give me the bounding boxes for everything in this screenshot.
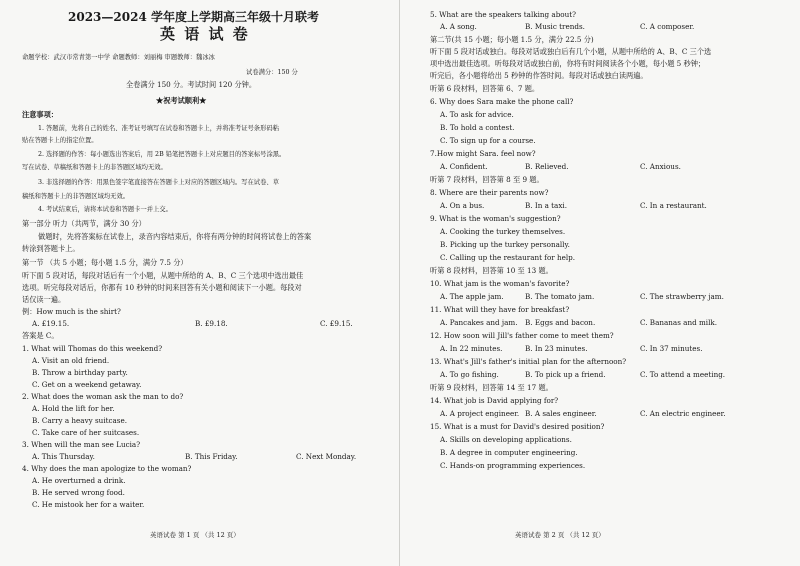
example-question: 例：How much is the shirt? bbox=[22, 307, 121, 316]
author-line: 命题学校：武汉市常青第一中学 命题教师：刘丽梅 审题教师：魏冰冰 bbox=[22, 54, 215, 61]
section1-heading: 第一节 （共 5 小题；每小题 1.5 分，满分 7.5 分） bbox=[22, 258, 188, 267]
question: 11. What will they have for breakfast? bbox=[430, 305, 570, 314]
question: 1. What will Thomas do this weekend? bbox=[22, 344, 163, 353]
part1-heading: 第一部分 听力（共两节，满分 30 分） bbox=[22, 219, 146, 228]
question-option: C. Next Monday. bbox=[296, 452, 357, 461]
notice-line: 贴在答题卡上的指定位置。 bbox=[22, 137, 98, 144]
section1-desc: 选项。听完每段对话后，你都有 10 秒钟的时间来回答有关小题和阅读下一小题。每段对 bbox=[22, 283, 302, 292]
notice-title: 注意事项： bbox=[22, 110, 58, 119]
question-option: A. A project engineer. bbox=[440, 409, 520, 418]
section2-heading: 第二节(共 15 小题；每小题 1.5 分，满分 22.5 分) bbox=[430, 35, 594, 44]
question: 15. What is a must for David's desired position? bbox=[430, 422, 605, 431]
question-option: B. Throw a birthday party. bbox=[32, 368, 128, 377]
question-option: B. Picking up the turkey personally. bbox=[440, 240, 570, 249]
question-option: A. To go fishing. bbox=[440, 370, 499, 379]
question: 10. What jam is the woman's favorite? bbox=[430, 279, 570, 288]
question-option: C. Hands-on programming experiences. bbox=[440, 461, 586, 470]
question-option: B. To pick up a friend. bbox=[525, 370, 606, 379]
section1-desc: 听下面 5 段对话，每段对话后有一个小题，从题中所给的 A、B、C 三个选项中选出最佳 bbox=[22, 271, 304, 280]
score-time-line: 全卷满分 150 分。考试时间 120 分钟。 bbox=[126, 80, 257, 89]
question: 5. What are the speakers talking about? bbox=[430, 10, 577, 19]
exam-page-2 bbox=[400, 0, 800, 566]
question-option: A. In 22 minutes. bbox=[440, 344, 503, 353]
question-option: B. Music trends. bbox=[525, 22, 585, 31]
notice-line: 2. 选择题的作答：每小题选出答案后，用 2B 铅笔把答题卡上对应题目的答案标号涂黑。 bbox=[38, 151, 286, 158]
notice-line: 3. 非选择题的作答：用黑色签字笔直接答在答题卡上对应的答题区域内。写在试卷、草 bbox=[38, 179, 279, 186]
question-option: A. This Thursday. bbox=[32, 452, 95, 461]
part1-desc: 转涂到答题卡上。 bbox=[22, 244, 80, 253]
material-heading: 听第 7 段材料，回答第 8 至 9 题。 bbox=[430, 175, 544, 184]
question-option: C. He mistook her for a waiter. bbox=[32, 500, 145, 509]
question-option: C. An electric engineer. bbox=[640, 409, 726, 418]
question-option: A. Pancakes and jam. bbox=[440, 318, 518, 327]
question-option: B. A sales engineer. bbox=[525, 409, 597, 418]
section2-desc: 项中选出最佳选项。听每段对话或独白前，你将有时间阅读各个小题，每小题 5 秒钟； bbox=[430, 59, 706, 68]
question-option: B. Carry a heavy suitcase. bbox=[32, 416, 128, 425]
question: 9. What is the woman's suggestion? bbox=[430, 214, 561, 223]
material-heading: 听第 8 段材料，回答第 10 至 13 题。 bbox=[430, 266, 553, 275]
example-option: B. £9.18. bbox=[195, 319, 228, 328]
question-option: B. To hold a contest. bbox=[440, 123, 515, 132]
question-option: C. A composer. bbox=[640, 22, 695, 31]
question-option: A. Cooking the turkey themselves. bbox=[440, 227, 566, 236]
question: 14. What job is David applying for? bbox=[430, 396, 559, 405]
question-option: A. Confident. bbox=[440, 162, 488, 171]
material-heading: 听第 9 段材料，回答第 14 至 17 题。 bbox=[430, 383, 553, 392]
notice-line: 写在试卷、草稿纸和答题卡上的非答题区域均无效。 bbox=[22, 164, 167, 171]
question-option: C. To sign up for a course. bbox=[440, 136, 536, 145]
full-score-line: 试卷满分：150 分 bbox=[246, 69, 298, 76]
question-option: C. In a restaurant. bbox=[640, 201, 707, 210]
question-option: A. Hold the lift for her. bbox=[32, 404, 115, 413]
question: 4. Why does the man apologize to the woman? bbox=[22, 464, 192, 473]
question: 7.How might Sara. feel now? bbox=[430, 149, 536, 158]
question-option: C. To attend a meeting. bbox=[640, 370, 726, 379]
question-option: C. Calling up the restaurant for help. bbox=[440, 253, 576, 262]
question-option: A. Visit an old friend. bbox=[32, 356, 110, 365]
question-option: A. A song. bbox=[440, 22, 477, 31]
page-footer: 英语试卷 第 2 页 （共 12 页） bbox=[515, 531, 605, 539]
question: 2. What does the woman ask the man to do? bbox=[22, 392, 184, 401]
notice-line: 1. 答题前，先将自己的姓名、准考证号填写在试卷和答题卡上，并将准考证号条形码粘 bbox=[38, 125, 279, 132]
question-option: A. To ask for advice. bbox=[440, 110, 514, 119]
question-option: C. Get on a weekend getaway. bbox=[32, 380, 142, 389]
question: 13. What's Jill's father's initial plan for the afternoon? bbox=[430, 357, 627, 366]
question-option: B. Eggs and bacon. bbox=[525, 318, 596, 327]
question-option: C. Anxious. bbox=[640, 162, 681, 171]
question-option: C. Take care of her suitcases. bbox=[32, 428, 140, 437]
example-answer: 答案是 C。 bbox=[22, 331, 59, 340]
good-luck-line: ★祝考试顺利★ bbox=[156, 96, 207, 105]
question-option: C. Bananas and milk. bbox=[640, 318, 718, 327]
question: 12. How soon will Jill's father come to meet them? bbox=[430, 331, 614, 340]
question-option: A. He overturned a drink. bbox=[32, 476, 126, 485]
question-option: B. He served wrong food. bbox=[32, 488, 125, 497]
question-option: B. In a taxi. bbox=[525, 201, 567, 210]
question-option: A. Skills on developing applications. bbox=[440, 435, 572, 444]
question-option: C. The strawberry jam. bbox=[640, 292, 724, 301]
section2-desc: 听完后，各小题将给出 5 秒钟的作答时间。每段对话或独白读两遍。 bbox=[430, 71, 648, 80]
example-option: C. £9.15. bbox=[320, 319, 353, 328]
page-footer: 英语试卷 第 1 页 （共 12 页） bbox=[150, 531, 240, 539]
question-option: B. In 23 minutes. bbox=[525, 344, 588, 353]
exam-title: 2023—2024 学年度上学期高三年级十月联考 bbox=[68, 10, 319, 24]
part1-desc: 做题时，先将答案标在试卷上，录音内容结束后，你将有两分钟的时间将试卷上的答案 bbox=[38, 232, 312, 241]
question-option: A. On a bus. bbox=[440, 201, 485, 210]
question-option: B. Relieved. bbox=[525, 162, 569, 171]
question-option: B. This Friday. bbox=[185, 452, 238, 461]
question-option: C. In 37 minutes. bbox=[640, 344, 703, 353]
question: 6. Why does Sara make the phone call? bbox=[430, 97, 574, 106]
example-option: A. £19.15. bbox=[32, 319, 70, 328]
section2-desc: 听下面 5 段对话或独白。每段对话或独白后有几个小题，从题中所给的 A、B、C 三个选 bbox=[430, 47, 712, 56]
section1-desc: 话仅读一遍。 bbox=[22, 295, 66, 304]
question-option: B. The tomato jam. bbox=[525, 292, 595, 301]
exam-subtitle: 英 语 试 卷 bbox=[160, 25, 250, 43]
notice-line: 4. 考试结束后，请将本试卷和答题卡一并上交。 bbox=[38, 206, 172, 213]
notice-line: 稿纸和答题卡上的非答题区域均无效。 bbox=[22, 193, 130, 200]
question-option: A. The apple jam. bbox=[440, 292, 504, 301]
question: 3. When will the man see Lucia? bbox=[22, 440, 141, 449]
material-heading: 听第 6 段材料，回答第 6、7 题。 bbox=[430, 84, 540, 93]
question: 8. Where are their parents now? bbox=[430, 188, 549, 197]
question-option: B. A degree in computer engineering. bbox=[440, 448, 578, 457]
